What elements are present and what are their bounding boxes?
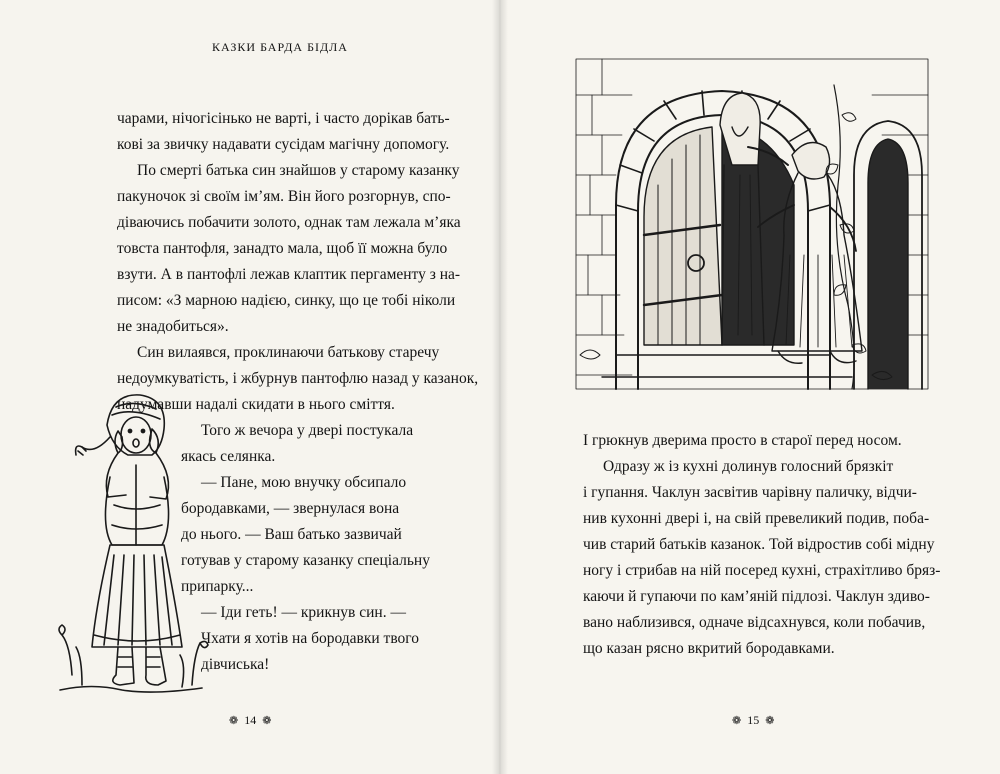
flower-ornament-icon: ❁: [262, 715, 272, 727]
text-line: взути. А в пантофлі лежав клаптик пергаменту з на-: [117, 266, 461, 283]
text-line: не знадобиться».: [117, 318, 229, 335]
text-line: Одразу ж із кухні долинув голосний брязкіт: [603, 458, 894, 475]
text-line: що казан рясно вкритий бородавками.: [583, 640, 835, 657]
text-line: писом: «З марною надією, синку, що це тобі ніколи: [117, 292, 456, 309]
text-line: дівчиська!: [201, 656, 270, 673]
text-line: якась селянка.: [181, 448, 276, 465]
door-scene-illustration: [572, 55, 932, 397]
text-line: товста пантофля, занадто мала, щоб її можна було: [117, 240, 448, 257]
flower-ornament-icon: ❁: [765, 715, 775, 727]
running-head: КАЗКИ БАРДА БІДЛА: [212, 40, 348, 54]
text-line: вано наблизився, одначе відсахнувся, коли побачив,: [583, 614, 926, 631]
page-number: 14: [244, 713, 257, 727]
text-line: і гупання. Чаклун засвітив чарівну паличку, відчи-: [583, 484, 917, 501]
text-line: до нього. — Ваш батько зазвичай: [181, 526, 402, 543]
text-line: ногу і стрибав на ній посеред кухні, страхітливо бряз-: [583, 562, 941, 579]
text-line: нив кухонні двері і, на свій превеликий подив, поба-: [583, 510, 930, 527]
text-line: надумавши надалі скидати в нього сміття.: [117, 396, 395, 413]
right-page: [500, 0, 1000, 774]
text-line: діваючись побачити золото, однак там лежала м’яка: [117, 214, 461, 231]
text-line: чарами, нічогісінько не варті, і часто дорікав бать-: [117, 110, 450, 127]
text-line: каючи й гупаючи по кам’яній підлозі. Чаклун здиво-: [583, 588, 930, 605]
page-number-right: [732, 713, 774, 728]
text-line: бородавками, — звернулася вона: [181, 500, 400, 517]
flower-ornament-icon: ❁: [732, 715, 742, 727]
page-number: 15: [747, 713, 760, 727]
page-number-left: [229, 713, 271, 728]
text-line: чив старий батьків казанок. Той відростив собі мідну: [583, 536, 935, 553]
text-line: Чхати я хотів на бородавки твого: [201, 630, 420, 647]
text-line: — Пане, мою внучку обсипало: [201, 474, 407, 491]
text-line: Того ж вечора у двері постукала: [201, 422, 414, 439]
text-line: припарку...: [181, 578, 254, 595]
text-line: Син вилаявся, проклинаючи батькову старечу: [137, 344, 440, 361]
book-gutter: [492, 0, 508, 774]
text-line: готував у старому казанку спеціальну: [181, 552, 430, 569]
text-line: пакуночок зі своїм ім’ям. Він його розгорнув, спо-: [117, 188, 451, 205]
flower-ornament-icon: ❁: [229, 715, 239, 727]
text-line: І грюкнув дверима просто в старої перед носом.: [583, 432, 902, 449]
text-line: кові за звичку надавати сусідам магічну допомогу.: [117, 136, 450, 153]
text-line: По смерті батька син знайшов у старому казанку: [137, 162, 460, 179]
text-line: недоумкуватість, і жбурнув пантофлю назад у казанок,: [117, 370, 479, 387]
girl-illustration: [52, 385, 212, 700]
text-line: — Іди геть! — крикнув син. —: [201, 604, 406, 621]
